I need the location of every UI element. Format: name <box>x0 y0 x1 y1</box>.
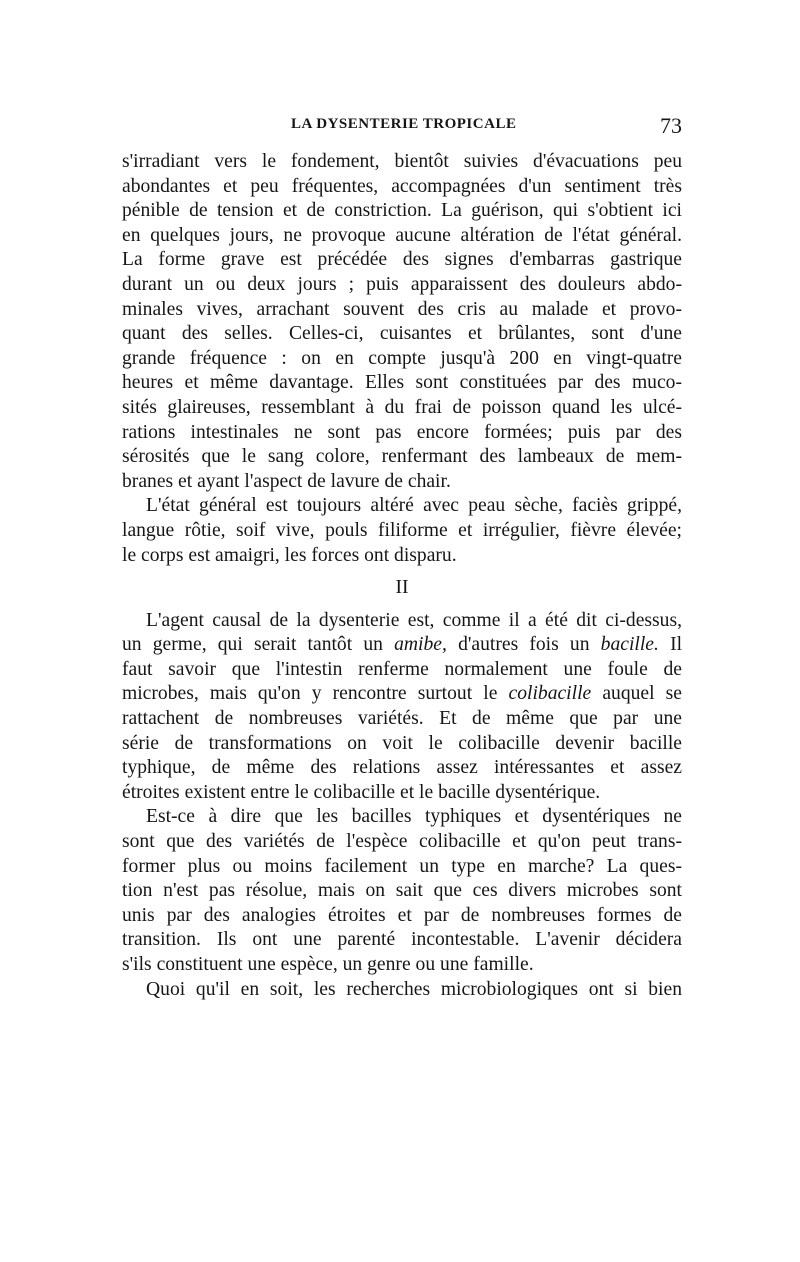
text-line: L'agent causal de la dysenterie est, comme il a été dit ci-dessus, <box>146 609 682 631</box>
text-line: le corps est amaigri, les forces ont disparu. <box>122 544 457 566</box>
page-header <box>122 113 682 141</box>
text-line: s'irradiant vers le fondement, bientôt suivies d'évacuations peu <box>122 151 682 172</box>
section-heading: II <box>395 577 409 599</box>
text-line: tion n'est pas résolue, mais on sait que ces divers microbes sont <box>122 880 682 902</box>
text-line: faut savoir que l'intestin renferme normalement une foule de <box>122 658 682 680</box>
italic-term-bacille: bacille. <box>600 634 659 656</box>
text-line: durant un ou deux jours ; puis apparaissent des douleurs abdo- <box>122 273 682 295</box>
page-number: 73 <box>660 113 682 138</box>
text-line: former plus ou moins facilement un type en marche? La ques- <box>122 855 682 877</box>
text-line: pénible de tension et de constriction. La guérison, qui s'obtient ici <box>122 200 682 222</box>
text-line: typhique, de même des relations assez intéressantes et assez <box>122 757 682 779</box>
text-line: s'ils constituent une espèce, un genre ou une famille. <box>122 954 534 975</box>
text-segment: un germe, qui serait tantôt un <box>122 634 383 656</box>
body-text <box>122 150 682 1002</box>
text-line: langue rôtie, soif vive, pouls filiforme et irrégulier, fièvre élevée; <box>122 519 682 541</box>
text-line: grande fréquence : on en compte jusqu'à 200 en vingt-quatre <box>122 347 682 369</box>
text-line: L'état général est toujours altéré avec peau sèche, faciès grippé, <box>146 495 682 517</box>
text-line: unis par des analogies étroites et par de nombreuses formes de <box>122 904 682 926</box>
text-segment: microbes, mais qu'on y rencontre surtout le <box>122 683 498 705</box>
text-line: transition. Ils ont une parenté incontestable. L'avenir décidera <box>122 929 682 951</box>
text-line: sont que des variétés de l'espèce colibacille et qu'on peut trans- <box>122 831 682 853</box>
text-line: branes et ayant l'aspect de lavure de chair. <box>122 470 451 492</box>
text-line: en quelques jours, ne provoque aucune altération de l'état général. <box>122 224 682 246</box>
text-line: rations intestinales ne sont pas encore formées; puis par des <box>122 421 682 443</box>
text-line: Est-ce à dire que les bacilles typhiques et dysentériques ne <box>146 806 682 828</box>
text-line: abondantes et peu fréquentes, accompagnées d'un sentiment très <box>122 175 682 197</box>
running-title: LA DYSENTERIE TROPICALE <box>291 116 517 132</box>
italic-term-amibe: amibe, <box>394 634 447 656</box>
text-line: La forme grave est précédée des signes d'embarras gastrique <box>122 249 682 271</box>
text-line <box>122 682 682 707</box>
text-line: étroites existent entre le colibacille et le bacille dysentérique. <box>122 781 601 803</box>
text-line: série de transformations on voit le colibacille devenir bacille <box>122 732 682 754</box>
text-line: quant des selles. Celles-ci, cuisantes et brûlantes, sont d'une <box>122 323 682 345</box>
text-line: rattachent de nombreuses variétés. Et de même que par une <box>122 708 682 730</box>
italic-term-colibacille: colibacille <box>508 683 592 705</box>
text-segment: Il <box>670 634 683 656</box>
text-line: heures et même davantage. Elles sont constituées par des muco- <box>122 372 682 394</box>
text-segment: d'autres fois un <box>458 634 590 656</box>
text-line <box>122 633 682 658</box>
text-line: sités glaireuses, ressemblant à du frai de poisson quand les ulcé- <box>122 396 682 418</box>
text-segment: auquel se <box>602 683 682 705</box>
text-line: minales vives, arrachant souvent des cris au malade et provo- <box>122 298 682 320</box>
text-line: sérosités que le sang colore, renfermant des lambeaux de mem- <box>122 446 682 468</box>
text-line: Quoi qu'il en soit, les recherches microbiologiques ont si bien <box>146 978 682 1000</box>
